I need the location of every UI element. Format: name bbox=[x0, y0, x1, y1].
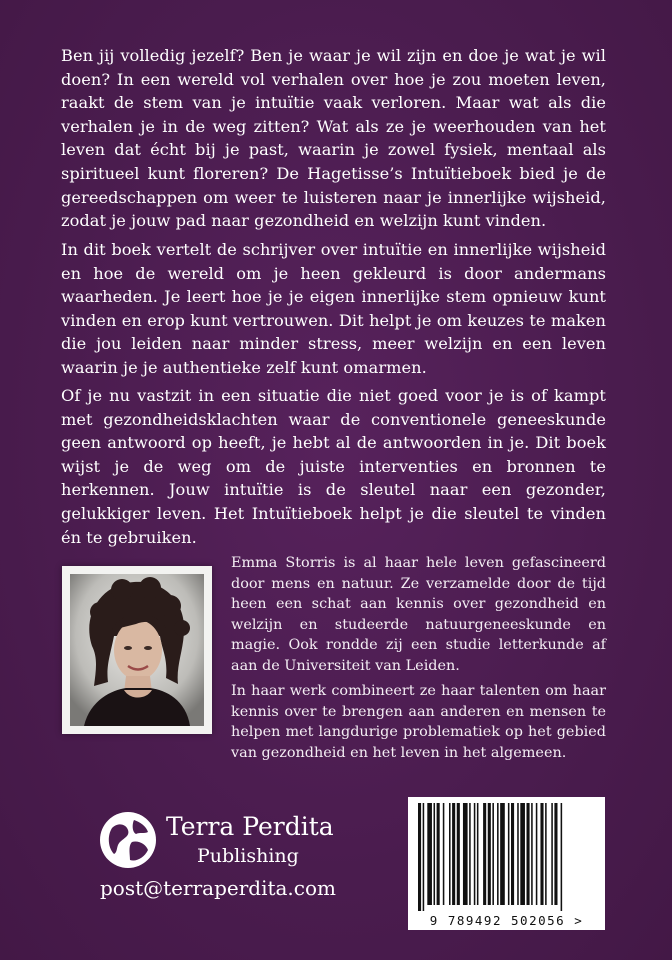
blurb-paragraph-2: In dit boek vertelt de schrijver over intuïtie en innerlijke wijsheid en hoe de wereld om je heen gekleurd is door andermans waarheden. Je leert hoe je je eigen innerlijke stem opnieuw kunt vinden en erop kunt vertrouwen. Dit helpt je om keuzes te maken die jou leiden naar minder stress, meer welzijn en een leven waarin je je authentieke zelf kunt omarmen. bbox=[61, 240, 606, 377]
publisher-name: Terra Perdita bbox=[166, 812, 334, 841]
barcode-bar bbox=[449, 803, 451, 905]
barcode-bar bbox=[483, 803, 486, 905]
isbn-barcode bbox=[408, 797, 605, 930]
barcode-bar bbox=[540, 803, 543, 905]
blurb-paragraph-1: Ben jij volledig jezelf? Ben je waar je wil zijn en doe je wat je wil doen? In een wereld vol verhalen over hoe je zou moeten leven, raakt de stem van je intuïtie vaak verloren. Maar wat als die verhalen je in de weg zitten? Wat als ze je weerhouden van het leven dat écht bij je past, waarin je zowel fysiek, mentaal als spiritueel kunt floreren? De Hagetisse’s Intuïtieboek bied je de gereedschappen om weer te luisteren naar je innerlijke wijsheid, zodat je jouw pad naar gezondheid en welzijn kunt vinden. bbox=[61, 46, 606, 231]
barcode-bar bbox=[457, 803, 460, 905]
author-bio-1: Emma Storris is al haar hele leven gefascineerd door mens en natuur. Ze verzamelde door de tijd heen een schat aan kennis over gezondheid en welzijn en studeerde natuurgeneeskunde en magie. Ook rondde zij een studie letterkunde af aan de Universiteit van Leiden. bbox=[231, 555, 606, 674]
barcode-bar bbox=[545, 803, 547, 905]
barcode-bar bbox=[434, 803, 436, 905]
barcode-bar bbox=[474, 803, 476, 905]
globe-logo-icon bbox=[98, 810, 158, 870]
author-bio-2: In haar werk combineert ze haar talenten om haar kennis over te brengen aan anderen en mensen te helpen met langdurige problematiek op het gebied van gezondheid en het leven in het algemeen. bbox=[231, 683, 606, 761]
barcode-bar bbox=[508, 803, 510, 905]
barcode-bar bbox=[561, 803, 563, 911]
barcode-bar bbox=[477, 803, 479, 905]
barcode-bar bbox=[418, 803, 421, 911]
barcode-bar bbox=[463, 803, 468, 905]
barcode-bars bbox=[408, 797, 605, 915]
barcode-bar bbox=[551, 803, 553, 905]
barcode-bar bbox=[443, 803, 445, 905]
barcode-bar bbox=[427, 803, 432, 905]
barcode-bar bbox=[520, 803, 525, 905]
barcode-bar bbox=[554, 803, 557, 905]
barcode-bar bbox=[488, 803, 491, 905]
barcode-bar bbox=[500, 803, 505, 905]
barcode-bar bbox=[492, 803, 494, 905]
author-photo bbox=[62, 566, 212, 734]
barcode-bar bbox=[536, 803, 538, 905]
barcode-bar bbox=[517, 803, 519, 905]
publisher-email[interactable]: post@terraperdita.com bbox=[100, 876, 336, 900]
barcode-bar bbox=[531, 803, 533, 905]
barcode-bar bbox=[511, 803, 514, 905]
publisher-subtitle: Publishing bbox=[197, 845, 299, 867]
barcode-bar bbox=[437, 803, 440, 905]
isbn-number: 9 789492 502056 > bbox=[429, 913, 584, 928]
barcode-bar bbox=[469, 803, 471, 905]
blurb-paragraph-3: Of je nu vastzit in een situatie die niet goed voor je is of kampt met gezondheidsklachten waar de conventionele geneeskunde geen antwoord op heeft, je hebt al de antwoorden in je. Dit boek wijst je de weg om de juiste interventies en bronnen te herkennen. Jouw intuïtie is de sleutel naar een gezonder, gelukkiger leven. Het Intuïtieboek helpt je die sleutel te vinden én te gebruiken. bbox=[61, 386, 606, 547]
barcode-bar bbox=[497, 803, 499, 905]
barcode-bar bbox=[527, 803, 530, 905]
barcode-bar bbox=[423, 803, 425, 911]
barcode-bar bbox=[452, 803, 455, 905]
